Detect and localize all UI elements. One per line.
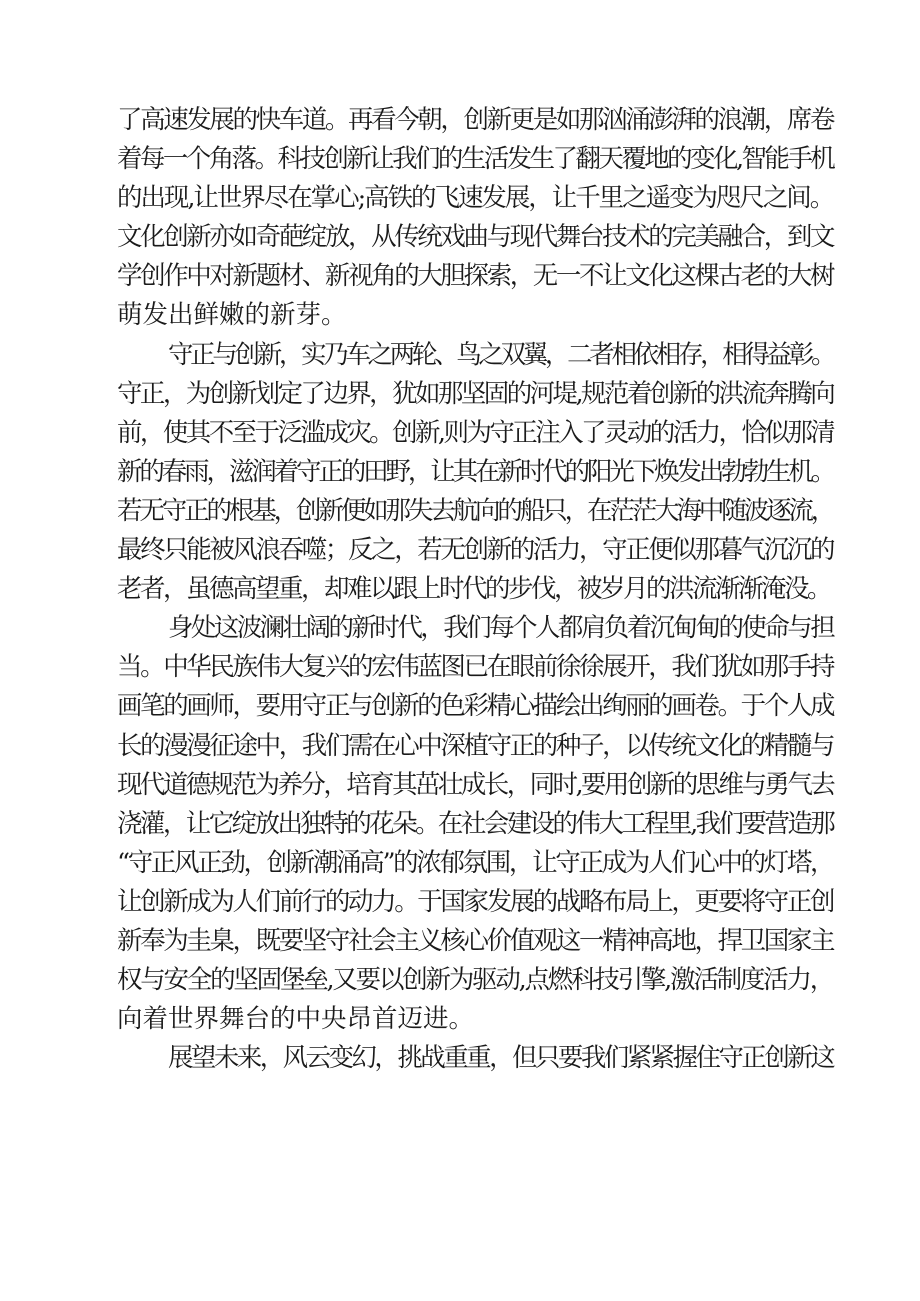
paragraph-3 bbox=[117, 609, 833, 1039]
text-line: 画笔的画师，要用守正与创新的色彩精心描绘出绚丽的画卷。于个人成 bbox=[117, 691, 833, 722]
text-line: 着每一个角落。科技创新让我们的生活发生了翻天覆地的变化,智能手机 bbox=[117, 144, 833, 175]
text-line: 萌发出鲜嫩的新芽。 bbox=[117, 300, 347, 331]
text-line: 向着世界舞台的中央昂首迈进。 bbox=[117, 1004, 475, 1035]
text-line: 新奉为圭臬，既要坚守社会主义核心价值观这一精神高地，捍卫国家主 bbox=[117, 925, 833, 956]
text-line: 前，使其不至于泛滥成灾。创新,则为守正注入了灵动的活力，恰似那清 bbox=[117, 417, 833, 448]
text-line: 老者，虽德高望重，却难以跟上时代的步伐，被岁月的洪流渐渐淹没。 bbox=[117, 574, 831, 605]
paragraph-4 bbox=[117, 1039, 833, 1078]
text-line: 学创作中对新题材、新视角的大胆探索，无一不让文化这棵古老的大树 bbox=[117, 261, 833, 292]
text-line: 的出现,让世界尽在掌心;高铁的飞速发展，让千里之遥变为咫尺之间。 bbox=[117, 183, 833, 214]
text-line: 新的春雨，滋润着守正的田野，让其在新时代的阳光下焕发出勃勃生机。 bbox=[117, 456, 833, 487]
text-line: 长的漫漫征途中，我们需在心中深植守正的种子，以传统文化的精髓与 bbox=[117, 730, 833, 761]
text-line: 展望未来，风云变幻，挑战重重，但只要我们紧紧握住守正创新这 bbox=[168, 1043, 833, 1074]
text-line: 现代道德规范为养分，培育其茁壮成长，同时,要用创新的思维与勇气去 bbox=[117, 769, 833, 800]
text-line: 浇灌，让它绽放出独特的花朵。在社会建设的伟大工程里,我们要营造那 bbox=[117, 808, 833, 839]
text-line: 若无守正的根基，创新便如那失去航向的船只，在茫茫大海中随波逐流， bbox=[117, 495, 833, 526]
document-body bbox=[117, 101, 833, 1078]
paragraph-1 bbox=[117, 101, 833, 336]
text-line: 让创新成为人们前行的动力。于国家发展的战略布局上，更要将守正创 bbox=[117, 886, 833, 917]
text-line: 守正与创新，实乃车之两轮、鸟之双翼，二者相依相存，相得益彰。 bbox=[168, 339, 833, 370]
text-line: 守正，为创新划定了边界，犹如那坚固的河堤,规范着创新的洪流奔腾向 bbox=[117, 378, 833, 409]
text-line: 了高速发展的快车道。再看今朝，创新更是如那汹涌澎湃的浪潮，席卷 bbox=[117, 105, 833, 135]
text-line: “守正风正劲，创新潮涌高”的浓郁氛围，让守正成为人们心中的灯塔， bbox=[117, 847, 833, 878]
paragraph-2 bbox=[117, 336, 833, 610]
text-line: 最终只能被风浪吞噬；反之，若无创新的活力，守正便似那暮气沉沉的 bbox=[117, 535, 833, 566]
text-line: 身处这波澜壮阔的新时代，我们每个人都肩负着沉甸甸的使命与担 bbox=[168, 613, 833, 644]
text-line: 权与安全的坚固堡垒,又要以创新为驱动,点燃科技引擎,激活制度活力， bbox=[117, 965, 833, 996]
text-line: 当。中华民族伟大复兴的宏伟蓝图已在眼前徐徐展开，我们犹如那手持 bbox=[117, 652, 833, 683]
text-line: 文化创新亦如奇葩绽放，从传统戏曲与现代舞台技术的完美融合，到文 bbox=[117, 222, 833, 253]
